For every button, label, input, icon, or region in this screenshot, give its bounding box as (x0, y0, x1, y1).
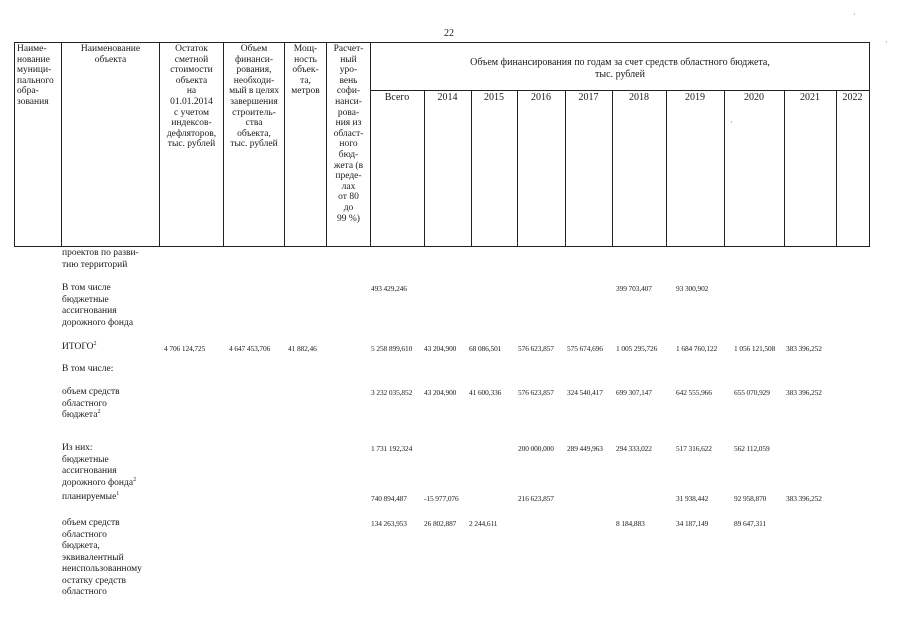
row-label-line: бюджетные (62, 454, 109, 465)
header-line: сметной (174, 54, 209, 65)
header-line: ного (339, 139, 358, 150)
header-line: рования, (236, 65, 272, 76)
cell-value: 4 647 453,706 (229, 344, 271, 353)
header-line: финанси- (234, 54, 274, 65)
stray-mark: · (885, 38, 888, 47)
row-label-line: планируемые$^1$ (62, 490, 120, 502)
row-label-line: тию территорий (62, 259, 128, 270)
header-line: Наиме- (17, 44, 47, 54)
row-label-line: областного (62, 398, 107, 409)
row-label-line: областного (62, 529, 107, 540)
cell-value: 4 706 124,725 (164, 344, 206, 353)
row-label (62, 518, 172, 599)
header-line: лах (341, 181, 356, 192)
header-object-name (62, 44, 159, 65)
col-border (424, 90, 425, 247)
header-line: дефляторов, (166, 128, 217, 139)
row-label-line: ассигнования (62, 306, 117, 316)
row-label-line: бюджета, (62, 541, 100, 551)
header-line: объек- (292, 65, 319, 76)
row-label-line: остатку средств (62, 575, 126, 586)
row-label-line: областного (62, 587, 107, 597)
footnote-marker: 2 (97, 408, 101, 415)
header-line: Объем (240, 44, 268, 54)
col-border (517, 90, 518, 247)
footnote-marker: 1 (116, 490, 120, 497)
row-label-line: объем средств (62, 387, 120, 397)
header-line: софи- (336, 86, 361, 97)
row-label-line: объем средств (62, 518, 120, 528)
header-bottom-border (14, 246, 870, 247)
header-line: преде- (335, 171, 362, 182)
cell-value: 93 300,902 (676, 284, 709, 293)
row-label-line: ассигнования (62, 466, 117, 476)
header-line: Расчет- (333, 44, 364, 54)
cell-value: 399 703,407 (616, 284, 652, 293)
row-label (62, 492, 172, 504)
header-line: объекта (94, 54, 127, 65)
year-header: 2015 (484, 92, 504, 103)
row-label (62, 387, 172, 422)
cell-value: 2 244,611 (469, 519, 498, 528)
col-border (836, 90, 837, 247)
cell-value: 5 258 899,610 (371, 344, 413, 353)
header-line: нанси- (335, 96, 362, 107)
cell-value: 41 600,336 (469, 388, 502, 397)
header-line: Объем финансирования по годам за счет средств областного бюджета, (470, 57, 770, 68)
header-line: индексов- (171, 118, 212, 129)
cell-value: 289 449,963 (567, 444, 603, 453)
year-header: 2018 (629, 92, 649, 103)
cell-value: 134 263,953 (371, 519, 407, 528)
header-line: до (343, 202, 354, 213)
header-line: 99 %) (337, 213, 360, 224)
row-label-line: бюджета$^2$ (62, 408, 101, 420)
header-line: ния из (335, 118, 362, 129)
row-label-line: Из них: (62, 443, 93, 453)
cell-value: 31 938,442 (676, 494, 709, 503)
col-border (869, 42, 870, 247)
header-line: та, (300, 75, 311, 86)
cell-value: 294 333,022 (616, 444, 652, 453)
row-label-line: эквивалентный (62, 552, 124, 563)
header-line: обра- (17, 86, 39, 97)
col-border (14, 42, 15, 247)
header-line: завершения (230, 96, 278, 107)
header-line: строитель- (232, 107, 276, 118)
header-line: вень (339, 75, 358, 86)
cell-value: 699 307,147 (616, 388, 652, 397)
header-line: необходи- (233, 75, 275, 86)
header-line: зования (17, 96, 49, 107)
row-label (62, 342, 172, 354)
year-header: 2021 (800, 92, 820, 103)
row-label (62, 248, 172, 271)
row-label-line: В том числе (62, 283, 111, 293)
row-label (62, 283, 172, 329)
header-line: уро- (339, 65, 358, 76)
col-border (61, 42, 62, 247)
year-header: 2020 (744, 92, 764, 103)
header-line: метров (291, 86, 320, 97)
col-border (565, 90, 566, 247)
header-line: мый в целях (229, 86, 279, 97)
row-label-line: бюджетные (62, 294, 109, 305)
cell-value: 493 429,246 (371, 284, 407, 293)
cell-value: 383 396,252 (786, 388, 822, 397)
year-header: 2022 (842, 92, 863, 103)
header-line: ность (294, 54, 317, 65)
header-line: стоимости (170, 65, 213, 76)
col-border (784, 90, 785, 247)
header-line: тыс. рублей (230, 139, 278, 150)
header-line: рова- (337, 107, 360, 118)
table-header (14, 42, 870, 247)
header-cofinancing-level (327, 44, 370, 224)
cell-value: 68 086,501 (469, 344, 502, 353)
header-line: объекта, (237, 128, 271, 139)
cell-value: 575 674,696 (567, 344, 603, 353)
header-capacity (285, 44, 326, 97)
header-line: 01.01.2014 (170, 96, 213, 107)
row-label (62, 443, 172, 489)
header-line: тыс. рублей (167, 139, 216, 150)
row-label-line: В том числе: (62, 364, 114, 374)
stray-mark: · (730, 118, 733, 127)
cell-value: 517 316,622 (676, 444, 712, 453)
header-line: жета (в (333, 160, 364, 171)
header-line: Остаток (175, 44, 208, 54)
row-label-line: дорожного фонда (62, 317, 134, 328)
header-line: тыс. рублей (595, 69, 645, 80)
cell-value: 43 204,900 (424, 388, 457, 397)
header-line: с учетом (174, 107, 209, 118)
cell-value: 655 070,929 (734, 388, 770, 397)
cell-value: 3 232 035,852 (371, 388, 413, 397)
header-financing-title (371, 57, 869, 81)
cell-value: 43 204,900 (424, 344, 457, 353)
header-line: ства (245, 118, 263, 129)
header-line: муници- (17, 65, 52, 76)
col-border (612, 90, 613, 247)
header-line: от 80 (338, 192, 359, 203)
footnote-marker: 2 (93, 340, 97, 347)
cell-value: 1 684 760,122 (676, 344, 718, 353)
cell-value: 324 540,417 (567, 388, 603, 397)
cell-value: -15 977,076 (424, 494, 459, 503)
col-border (724, 90, 725, 247)
year-header: 2019 (685, 92, 705, 103)
row-label-line: проектов по разви- (62, 248, 139, 258)
year-header: 2017 (578, 92, 599, 103)
header-line: ный (340, 54, 357, 65)
year-header: 2016 (531, 92, 551, 103)
footnote-marker: 2 (133, 476, 137, 483)
header-line: бюд- (338, 149, 359, 160)
header-remaining-cost (160, 44, 223, 150)
year-header: Всего (384, 92, 410, 103)
header-line: област- (333, 128, 364, 139)
cell-value: 576 623,857 (518, 388, 554, 397)
year-header: 2014 (437, 92, 458, 103)
cell-value: 1 056 121,508 (734, 344, 776, 353)
cell-value: 26 802,887 (424, 519, 457, 528)
cell-value: 41 882,46 (288, 344, 317, 353)
row-label-line: дорожного фонда$^2$ (62, 476, 137, 488)
cell-value: 642 555,966 (676, 388, 712, 397)
cell-value: 383 396,252 (786, 344, 822, 353)
cell-value: 216 623,857 (518, 494, 554, 503)
header-top-border (14, 42, 870, 43)
cell-value: 92 958,870 (734, 494, 767, 503)
cell-value: 34 187,149 (676, 519, 709, 528)
cell-value: 89 647,311 (734, 519, 766, 528)
col-border (666, 90, 667, 247)
header-line: Мощ- (293, 44, 318, 54)
row-label-line: неиспользованному (62, 564, 142, 574)
header-line: на (186, 86, 197, 97)
cell-value: 1 005 295,726 (616, 344, 658, 353)
cell-value: 576 623,857 (518, 344, 554, 353)
row-label (62, 364, 172, 376)
cell-value: 200 000,000 (518, 444, 554, 453)
header-municipality (17, 44, 61, 108)
header-line: нование (17, 54, 50, 65)
year-row-border (370, 90, 870, 91)
cell-value: 562 112,059 (734, 444, 770, 453)
cell-value: 383 396,252 (786, 494, 822, 503)
col-border (471, 90, 472, 247)
header-line: пального (17, 75, 54, 86)
header-line: Наименование (80, 44, 141, 54)
cell-value: 740 894,487 (371, 494, 407, 503)
row-label-line: ИТОГО$^2$ (62, 340, 97, 352)
cell-value: 8 184,883 (616, 519, 645, 528)
cell-value: 1 731 192,324 (371, 444, 413, 453)
header-line: объекта (175, 75, 208, 86)
stray-mark: · (853, 10, 856, 19)
header-financing-volume (224, 44, 284, 150)
page-number: 22 (444, 28, 454, 39)
